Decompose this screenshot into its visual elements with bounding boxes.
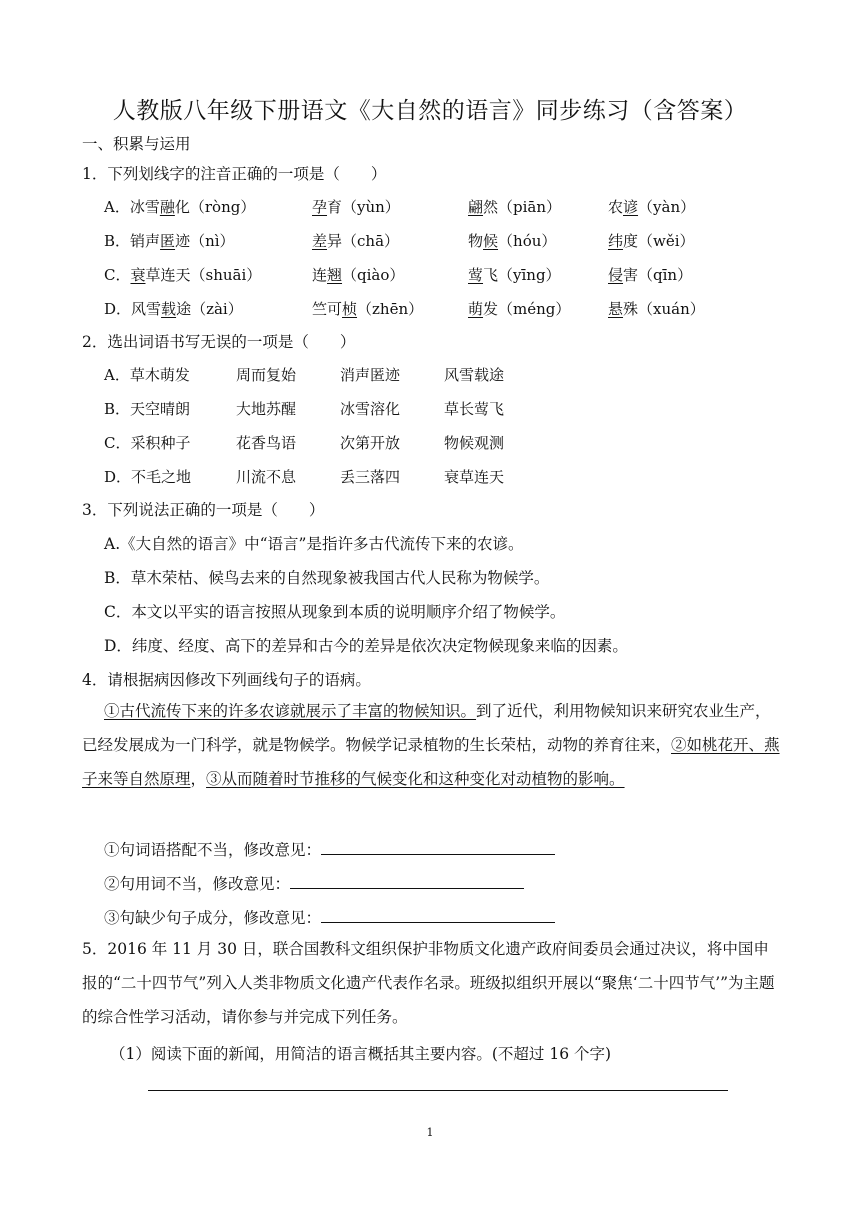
option-text: 冰雪 <box>129 198 160 216</box>
option-text: 度（wěi） <box>623 232 695 250</box>
option-text: （yàn） <box>638 198 696 216</box>
option-text: 迹（nì） <box>175 232 235 250</box>
q4-passage <box>82 694 782 796</box>
q2-option-item: A．草木萌发 <box>104 366 190 384</box>
q1-option-item <box>104 196 255 217</box>
option-text: 发（méng） <box>483 300 571 318</box>
q3-option-b: B．草木荣枯、候鸟去来的自然现象被我国古代人民称为物候学。 <box>104 569 550 587</box>
q2-option-item: 花香鸟语 <box>236 434 297 452</box>
underlined-character: 桢 <box>342 300 358 318</box>
q2-option-item: C．采积种子 <box>104 434 191 452</box>
q1-stem: 1．下列划线字的注音正确的一项是（ ） <box>82 165 387 183</box>
q2-option-item: 冰雪溶化 <box>340 400 401 418</box>
underlined-character: 翘 <box>327 266 343 284</box>
underlined-character: 谚 <box>623 198 639 216</box>
q2-option-item: 物候观测 <box>444 434 505 452</box>
q3-option-c: C．本文以平实的语言按照从现象到本质的说明顺序介绍了物候学。 <box>104 603 566 621</box>
q2-option-item: 次第开放 <box>340 434 401 452</box>
underlined-character: 差 <box>312 232 328 250</box>
option-text: 育（yùn） <box>327 198 400 216</box>
underlined-character: 纬 <box>608 232 624 250</box>
q2-option-item: 风雪载途 <box>444 366 505 384</box>
q2-stem: 2．选出词语书写无误的一项是（ ） <box>82 333 356 351</box>
option-text: 然（piān） <box>483 198 562 216</box>
underlined-character: 侵 <box>608 266 624 284</box>
option-text: 销声 <box>130 232 161 250</box>
q1-option-item <box>312 196 400 217</box>
page-number: 1 <box>426 1126 434 1139</box>
q1-option-item <box>608 298 705 319</box>
q4-stem: 4．请根据病因修改下列画线句子的语病。 <box>82 671 371 689</box>
option-label: C． <box>104 266 131 284</box>
underlined-sentence-2: ②如桃花开、燕子来等自然原理 <box>82 736 780 788</box>
q3-option-a: A.《大自然的语言》中“语言”是指许多古代流传下来的农谚。 <box>104 535 524 553</box>
q1-option-item <box>468 264 561 285</box>
q1-option-item <box>104 298 243 319</box>
underlined-character: 载 <box>161 300 177 318</box>
option-text: （zhēn） <box>357 300 424 318</box>
q2-option-item: 草长莺飞 <box>444 400 505 418</box>
q3-stem: 3．下列说法正确的一项是（ ） <box>82 501 325 519</box>
option-text: 害（qīn） <box>623 266 693 284</box>
underlined-character: 翩 <box>468 198 484 216</box>
q2-option-item: 消声匿迹 <box>340 366 401 384</box>
option-text: 竺可 <box>312 300 343 318</box>
option-text: 飞（yīng） <box>483 266 561 284</box>
q1-option-item <box>468 196 561 217</box>
option-text: 风雪 <box>131 300 162 318</box>
answer-blank[interactable] <box>321 908 555 923</box>
option-text: 物 <box>468 232 484 250</box>
section-heading: 一、积累与运用 <box>82 135 191 153</box>
q1-option-item <box>608 230 695 251</box>
q2-option-item: D．不毛之地 <box>104 468 192 486</box>
q1-option-item <box>608 264 692 285</box>
option-text: （qiào） <box>342 266 405 284</box>
option-text: 途（zài） <box>176 300 243 318</box>
q2-option-item: B．天空晴朗 <box>104 400 191 418</box>
underlined-character: 莺 <box>468 266 484 284</box>
answer-blank[interactable] <box>321 840 555 855</box>
underlined-character: 匿 <box>160 232 176 250</box>
underlined-character: 融 <box>159 198 175 216</box>
q1-option-item <box>312 264 404 285</box>
option-text: 殊（xuán） <box>623 300 705 318</box>
option-text: 草连天（shuāi） <box>145 266 262 284</box>
q1-option-item <box>104 230 235 251</box>
q1-option-item <box>608 196 695 217</box>
q2-option-item: 衰草连天 <box>444 468 505 486</box>
document-title: 人教版八年级下册语文《大自然的语言》同步练习（含答案） <box>112 98 748 124</box>
passage-comma: ， <box>190 770 207 788</box>
q2-option-item: 川流不息 <box>236 468 297 486</box>
underlined-character: 衰 <box>130 266 146 284</box>
q2-option-item: 周而复始 <box>236 366 297 384</box>
underlined-character: 萌 <box>468 300 484 318</box>
q5-stem: 5．2016 年 11 月 30 日，联合国教科文组织保护非物质文化遗产政府间委员会通过决议，将中国申报的“二十四节气”列入人类非物质文化遗产代表作名录。班级拟组织开展以“聚焦‘二十四节气’”为主题的综合性学习活动，请你参与并完成下列任务。 <box>82 940 775 1026</box>
answer-blank[interactable] <box>290 874 524 889</box>
option-text: 异（chā） <box>327 232 400 250</box>
option-text: 农 <box>608 198 624 216</box>
q1-option-item <box>312 230 399 251</box>
option-text: 化（ròng） <box>174 198 256 216</box>
underlined-sentence-3: ③从而随着时节推移的气候变化和这种变化对动植物的影响。 <box>206 770 625 788</box>
answer-label: ③句缺少句子成分，修改意见： <box>104 909 322 927</box>
passage-text: 到了近代，利用物候知识来研究农业生产，已经发展成为一门科学，就是物候学。物候学记录植物的生长荣枯，动物的养育往来， <box>82 702 771 754</box>
underlined-character: 孕 <box>312 198 328 216</box>
option-text: （hóu） <box>498 232 557 250</box>
q2-option-item: 大地苏醒 <box>236 400 297 418</box>
q4-answer-3 <box>104 906 555 928</box>
q5-subquestion-1: （1）阅读下面的新闻，用简洁的语言概括其主要内容。(不超过 16 个字) <box>110 1045 612 1063</box>
q1-option-item <box>312 298 423 319</box>
answer-label: ②句用词不当，修改意见： <box>104 875 291 893</box>
q2-option-item: 丢三落四 <box>340 468 401 486</box>
underlined-character: 候 <box>483 232 499 250</box>
q1-option-item <box>468 230 556 251</box>
option-text: 连 <box>312 266 328 284</box>
q1-option-item <box>104 264 261 285</box>
underlined-sentence-1: ①古代流传下来的许多农谚就展示了丰富的物候知识。 <box>104 702 477 720</box>
q1-option-item <box>468 298 570 319</box>
option-label: B． <box>104 232 131 250</box>
underlined-character: 悬 <box>608 300 624 318</box>
option-label: A． <box>104 198 130 216</box>
q4-answer-1 <box>104 838 555 860</box>
answer-label: ①句词语搭配不当，修改意见： <box>104 841 322 859</box>
q4-answer-2 <box>104 872 524 894</box>
answer-line[interactable] <box>148 1090 728 1091</box>
option-label: D． <box>104 300 132 318</box>
q3-option-d: D．纬度、经度、高下的差异和古今的差异是依次决定物候现象来临的因素。 <box>104 637 628 655</box>
